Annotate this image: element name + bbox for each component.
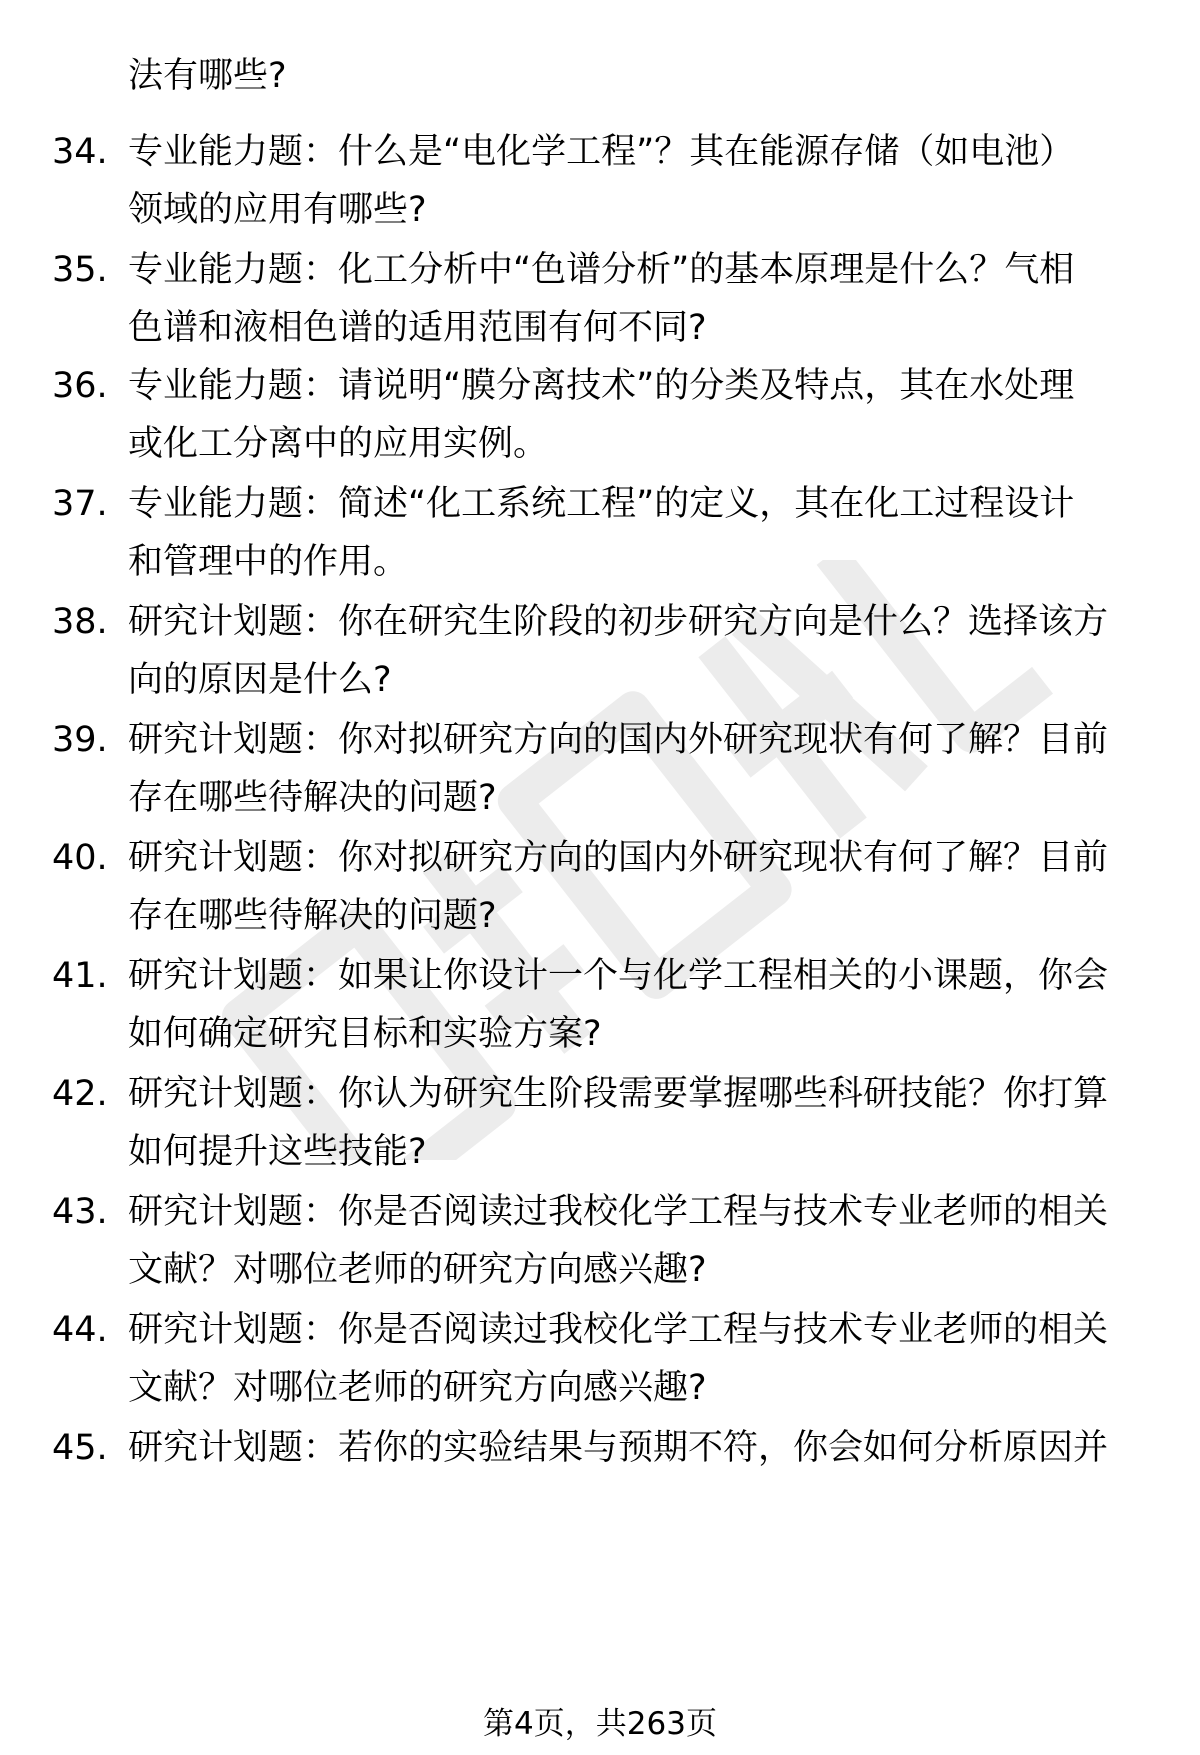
question-text-line: 研究计划题：若你的实验结果与预期不符，你会如何分析原因并 xyxy=(128,1428,1109,1468)
question-text-line: 领域的应用有哪些? xyxy=(128,190,427,230)
question-text-line: 研究计划题：如果让你设计一个与化学工程相关的小课题，你会 xyxy=(128,956,1109,996)
question-text-line: 研究计划题：你对拟研究方向的国内外研究现状有何了解？目前 xyxy=(128,720,1109,760)
question-text-line: 研究计划题：你对拟研究方向的国内外研究现状有何了解？目前 xyxy=(128,838,1109,878)
question-number: 39. xyxy=(52,720,108,760)
question-number: 38. xyxy=(52,602,108,642)
question-text-line: 专业能力题：请说明“膜分离技术”的分类及特点，其在水处理 xyxy=(128,366,1075,406)
question-continuation: 法有哪些? xyxy=(128,56,287,96)
question-number: 37. xyxy=(52,484,108,524)
question-text-line: 专业能力题：简述“化工系统工程”的定义，其在化工过程设计 xyxy=(128,484,1075,524)
question-text-line: 如何提升这些技能? xyxy=(128,1132,427,1172)
question-text-line: 研究计划题：你在研究生阶段的初步研究方向是什么？选择该方 xyxy=(128,602,1109,642)
question-number: 42. xyxy=(52,1074,108,1114)
question-number: 35. xyxy=(52,250,108,290)
question-text-line: 专业能力题：化工分析中“色谱分析”的基本原理是什么？气相 xyxy=(128,250,1075,290)
question-text-line: 和管理中的作用。 xyxy=(128,542,409,582)
question-text-line: 如何确定研究目标和实验方案? xyxy=(128,1014,602,1054)
question-number: 45. xyxy=(52,1428,108,1468)
question-text-line: 研究计划题：你是否阅读过我校化学工程与技术专业老师的相关 xyxy=(128,1310,1109,1350)
question-text-line: 或化工分离中的应用实例。 xyxy=(128,424,549,464)
question-number: 36. xyxy=(52,366,108,406)
question-text-line: 专业能力题：什么是“电化学工程”？其在能源存储（如电池） xyxy=(128,132,1075,172)
question-text-line: 存在哪些待解决的问题? xyxy=(128,778,497,818)
question-text-line: 研究计划题：你认为研究生阶段需要掌握哪些科研技能？你打算 xyxy=(128,1074,1109,1114)
page-number-footer: 第4页，共263页 xyxy=(483,1706,717,1742)
question-number: 43. xyxy=(52,1192,108,1232)
question-number: 34. xyxy=(52,132,108,172)
question-text-line: 色谱和液相色谱的适用范围有何不同? xyxy=(128,308,707,348)
question-number: 44. xyxy=(52,1310,108,1350)
question-text-line: 向的原因是什么? xyxy=(128,660,392,700)
question-text-line: 研究计划题：你是否阅读过我校化学工程与技术专业老师的相关 xyxy=(128,1192,1109,1232)
question-text-line: 存在哪些待解决的问题? xyxy=(128,896,497,936)
question-number: 40. xyxy=(52,838,108,878)
question-text-line: 文献？对哪位老师的研究方向感兴趣? xyxy=(128,1250,707,1290)
question-number: 41. xyxy=(52,956,108,996)
question-text-line: 文献？对哪位老师的研究方向感兴趣? xyxy=(128,1368,707,1408)
